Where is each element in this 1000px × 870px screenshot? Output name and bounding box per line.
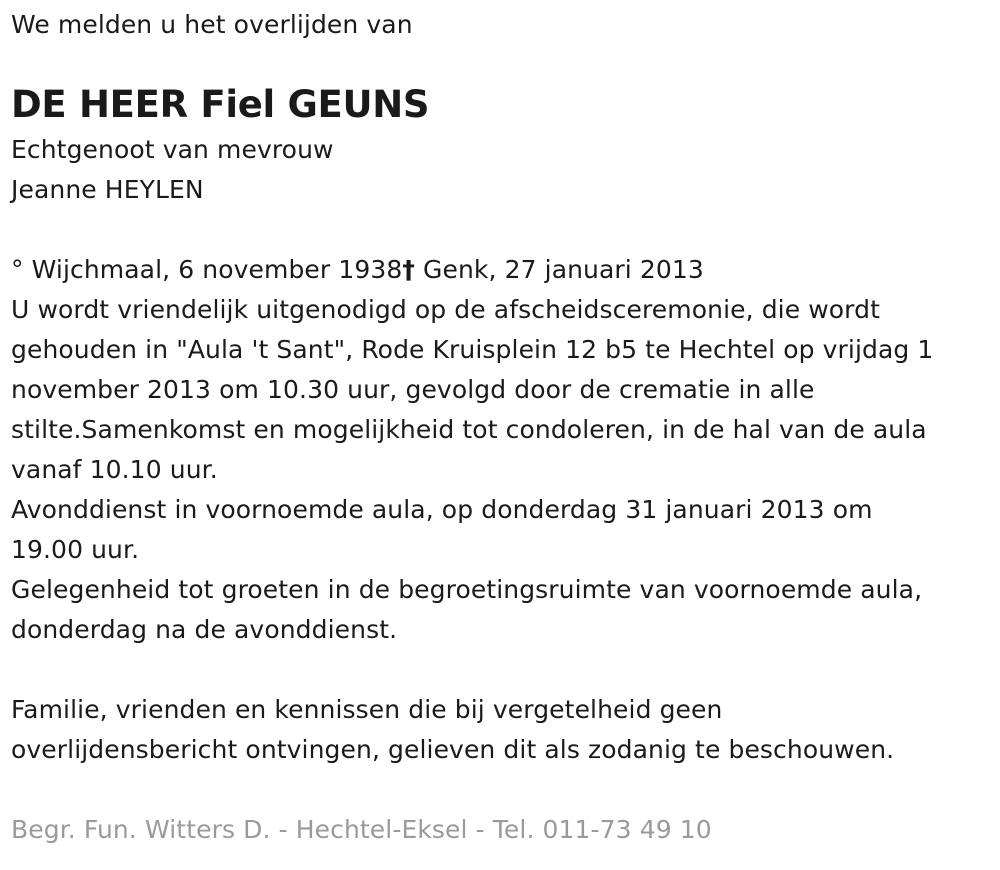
ceremony-line: vanaf 10.10 uur. bbox=[11, 455, 218, 484]
death-info: Genk, 27 januari 2013 bbox=[414, 255, 704, 284]
spacer bbox=[11, 770, 991, 810]
evening-service-line: Avonddienst in voornoemde aula, op donderdag 31 januari 2013 om bbox=[11, 495, 873, 524]
intro-text: We melden u het overlijden van bbox=[11, 10, 413, 39]
greeting-paragraph bbox=[11, 570, 991, 650]
spouse-line-1: Echtgenoot van mevrouw bbox=[11, 135, 334, 164]
ceremony-line: U wordt vriendelijk uitgenodigd op de afscheidsceremonie, die wordt bbox=[11, 295, 880, 324]
evening-service-paragraph bbox=[11, 490, 991, 570]
family-note-line: Familie, vrienden en kennissen die bij vergetelheid geen bbox=[11, 695, 723, 724]
evening-service-line: 19.00 uur. bbox=[11, 535, 140, 564]
death-notice bbox=[11, 0, 991, 850]
ceremony-line: stilte.Samenkomst en mogelijkheid tot condoleren, in de hal van de aula bbox=[11, 415, 927, 444]
spacer bbox=[11, 210, 991, 250]
funeral-home-footer: Begr. Fun. Witters D. - Hechtel-Eksel - Tel. 011-73 49 10 bbox=[11, 815, 712, 844]
ceremony-line: november 2013 om 10.30 uur, gevolgd door de crematie in alle bbox=[11, 375, 815, 404]
greeting-line: donderdag na de avonddienst. bbox=[11, 615, 398, 644]
family-note-paragraph bbox=[11, 690, 991, 770]
birth-death-line bbox=[11, 250, 991, 290]
ceremony-paragraph bbox=[11, 290, 991, 490]
greeting-line: Gelegenheid tot groeten in de begroetingsruimte van voornoemde aula, bbox=[11, 575, 923, 604]
deceased-name: DE HEER Fiel GEUNS bbox=[11, 83, 430, 126]
spouse-line-2: Jeanne HEYLEN bbox=[11, 175, 204, 204]
ceremony-line: gehouden in "Aula 't Sant", Rode Kruisplein 12 b5 te Hechtel op vrijdag 1 bbox=[11, 335, 934, 364]
family-note-line: overlijdensbericht ontvingen, gelieven dit als zodanig te beschouwen. bbox=[11, 735, 895, 764]
cross-icon: † bbox=[402, 255, 415, 284]
spacer bbox=[11, 650, 991, 690]
birth-info: ° Wijchmaal, 6 november 1938 bbox=[11, 255, 403, 284]
